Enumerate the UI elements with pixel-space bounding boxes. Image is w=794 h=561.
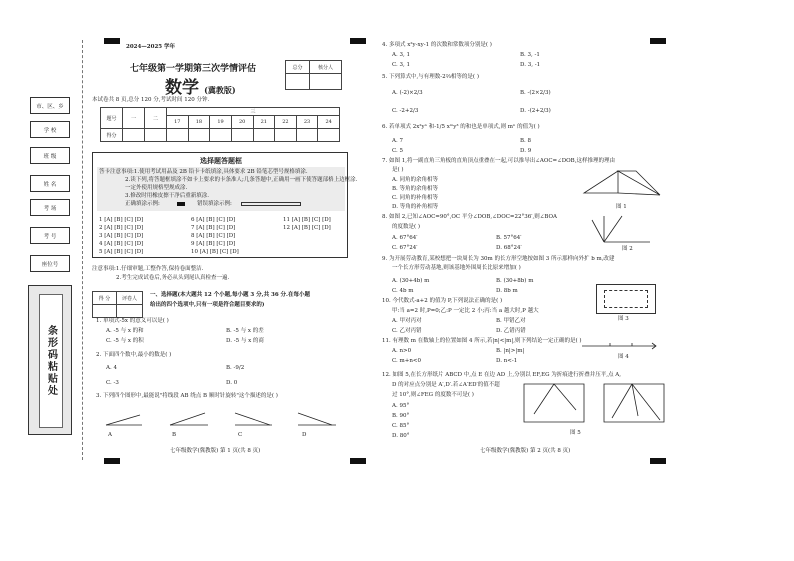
section-instructions: 给出的四个选项中,只有一项是符合题目要求的)	[150, 302, 265, 308]
question-stem: 2. 下面四个数中,最小的数是( )	[96, 352, 172, 358]
score-cell	[253, 129, 275, 142]
checker-label: 核分人	[310, 61, 342, 74]
option[interactable]: B. -(2×2/3)	[520, 90, 551, 96]
checker-cell	[310, 74, 342, 90]
figure-label[interactable]: B	[172, 432, 177, 438]
option[interactable]: C. 5	[392, 148, 404, 154]
question-stem: 7. 如图 1,将一副直角三角板的直角顶点重叠在一起,可以推导出∠AOC=∠DOB,这样推理的理由	[382, 158, 615, 164]
ray-ob	[592, 220, 604, 242]
answer-row[interactable]: 2 [A] [B] [C] [D]	[99, 225, 144, 231]
qnum: 17	[167, 116, 189, 129]
fold-ef	[534, 384, 554, 414]
answer-note: 一定外使用规格型规成涂.	[125, 185, 188, 191]
option[interactable]: B. (30+8b) m	[496, 278, 534, 284]
option[interactable]: D. 乙错丙错	[496, 328, 526, 334]
question-stem: 6. 若单项式 2x²yⁿ 和-1/5 xᵐy³ 的和也是单项式,则 mⁿ 的值为( )	[382, 124, 540, 130]
option[interactable]: D. 68°24′	[496, 245, 522, 251]
option[interactable]: C. 同角的补角相等	[392, 195, 439, 201]
sidebar-field: 班 级	[30, 147, 70, 164]
qnum: 21	[253, 116, 275, 129]
figure-4-number-line	[580, 340, 660, 352]
question-stem: 9. 为开展劳动教育,某校想把一块周长为 30m 的长方形空地按如图 3 所示那样向外扩 b m,改建	[382, 256, 615, 262]
total-score-box	[285, 60, 342, 90]
total-label: 总分	[286, 61, 310, 74]
option[interactable]: C. 3, 1	[392, 62, 411, 68]
question-stem-cont: 的度数是( )	[392, 224, 421, 230]
option[interactable]: A. 4	[106, 365, 117, 371]
option[interactable]: C. m+n<0	[392, 358, 421, 364]
score-cell	[167, 129, 189, 142]
sidebar-field: 学 校	[30, 121, 70, 138]
figure-label[interactable]: A	[108, 432, 112, 438]
question-stem: 3. 下列四个图形中,最能说"将线段 AB 绕点 B 顺时针旋转"这个描述的是( )	[96, 393, 278, 399]
figure-caption: 图 4	[618, 354, 629, 360]
school-year: 2024—2025 学年	[126, 44, 176, 50]
sidebar-field: 市、区、乡	[30, 97, 70, 114]
fold-ed	[632, 384, 638, 416]
option[interactable]: C. -3	[106, 380, 119, 386]
answer-row[interactable]: 11 [A] [B] [C] [D]	[283, 217, 331, 223]
answer-row[interactable]: 3 [A] [B] [C] [D]	[99, 233, 144, 239]
option[interactable]: C. 85°	[392, 423, 410, 429]
option[interactable]: B. 57°64′	[496, 235, 522, 241]
option[interactable]: D. 80°	[392, 433, 410, 439]
figure-1-triangles	[578, 165, 668, 205]
question-stem: 1. 单项式-5x 的意义可以是( )	[96, 318, 169, 324]
figure-b-line	[170, 413, 205, 425]
section-score-label: 得 分	[93, 292, 117, 305]
score-cell	[296, 129, 318, 142]
registration-mark	[104, 38, 120, 44]
answer-row[interactable]: 12 [A] [B] [C] [D]	[283, 225, 331, 231]
option[interactable]: D. -(2+2/3)	[520, 108, 551, 114]
option[interactable]: D. 9	[520, 148, 532, 154]
edition: (冀教版)	[204, 85, 236, 95]
wrong-fill-example	[241, 202, 301, 206]
figure-label[interactable]: C	[238, 432, 243, 438]
exam-title: 七年级第一学期第三次学情评估	[130, 64, 257, 74]
answer-row[interactable]: 4 [A] [B] [C] [D]	[99, 241, 144, 247]
question-stem: 11. 有理数 m 在数轴上的位置如图 4 所示,若|n|<|m|,则下列结论一定正确的是( )	[382, 338, 582, 344]
option[interactable]: A. (-2)×2/3	[392, 90, 423, 96]
triangle-one	[584, 171, 618, 193]
question-stem-cont: 是( )	[392, 167, 404, 173]
section-score-cell	[93, 305, 117, 318]
binding-line	[82, 40, 83, 460]
answer-card-heading: 选择题答题框	[200, 156, 242, 165]
figure-label[interactable]: D	[302, 432, 307, 438]
qnum: 20	[231, 116, 253, 129]
registration-mark	[650, 38, 666, 44]
triangle-two	[618, 171, 660, 195]
total-cell	[286, 74, 310, 90]
sidebar-field: 考 号	[30, 227, 70, 244]
figure-c-line	[235, 413, 270, 425]
notice-line: 注意事项:1.仔细审题,工整作答,保持卷面整洁.	[92, 266, 204, 272]
score-cell	[275, 129, 297, 142]
option[interactable]: D. n<-1	[496, 358, 518, 364]
part-one: 一	[123, 108, 145, 129]
option[interactable]: B. |n|>|m|	[496, 348, 525, 354]
fold-eg2	[632, 384, 660, 420]
figure-caption: 图 3	[618, 316, 629, 322]
answer-note: 答卡注意事项:1.使用考试用品及 2B 铅卡卡纸填涂,具体要求 2B 铅笔芯型号规格填涂.	[99, 169, 308, 175]
figure-3-inner-rect	[604, 290, 648, 308]
figure-caption: 图 5	[570, 430, 581, 436]
option[interactable]: D. 3, -1	[520, 62, 541, 68]
registration-mark	[350, 458, 366, 464]
option[interactable]: B. 8	[520, 138, 532, 144]
rectangle-left	[524, 384, 584, 422]
figure-caption: 图 1	[616, 204, 627, 210]
ray-od	[604, 216, 622, 242]
option[interactable]: B. -9/2	[226, 365, 245, 371]
page-footer: 七年级数学(冀教版) 第 2 页(共 8 页)	[480, 448, 571, 454]
question-stem: 4. 多项式 x²y-xy-1 的次数和常数项分别是( )	[382, 42, 492, 48]
qnum: 18	[188, 116, 210, 129]
sidebar-field: 姓 名	[30, 175, 70, 192]
score-label: 得分	[101, 129, 123, 142]
option[interactable]: A. (30+4b) m	[392, 278, 430, 284]
figure-2-angles	[590, 212, 660, 248]
option[interactable]: A. 95°	[392, 403, 410, 409]
score-cell	[231, 129, 253, 142]
option[interactable]: B. 甲错乙对	[496, 318, 526, 324]
fold-eg	[554, 384, 576, 410]
option[interactable]: A. 67°64′	[392, 235, 418, 241]
score-cell	[145, 129, 167, 142]
sidebar-field: 考 场	[30, 199, 70, 216]
option[interactable]: C. -2+2/3	[392, 108, 419, 114]
answer-row[interactable]: 5 [A] [B] [C] [D]	[99, 249, 144, 255]
question-stem: 12. 如图 5,在长方形纸片 ABCD 中,点 E 在边 AD 上,分别以 EF,EG 为折痕进行折叠并压平,点 A,	[382, 372, 621, 378]
option[interactable]: C. 乙对丙错	[392, 328, 422, 334]
question-stem-cont: D 的对应点分别是 A′,D′.若∠A′ED′的值不超	[392, 382, 500, 388]
figure-d-line	[298, 413, 332, 425]
registration-mark	[350, 38, 366, 44]
section-grader-label: 评卷人	[117, 292, 143, 305]
option[interactable]: B. -5 与 x 的差	[226, 328, 264, 334]
qnum: 19	[210, 116, 232, 129]
question-stem-cont: 过 10°,则∠FEG 的度数不可是( )	[392, 392, 474, 398]
part-three: 三	[167, 108, 340, 116]
score-cell	[123, 129, 145, 142]
subject-title	[165, 73, 236, 98]
figure-a-line	[106, 415, 140, 425]
rotation-figures	[100, 405, 350, 435]
option[interactable]: D. 0	[226, 380, 238, 386]
option[interactable]: D. -5 与 x 的商	[226, 338, 264, 344]
option[interactable]: D. 等角的补角相等	[392, 204, 439, 210]
option[interactable]: A. 甲对丙对	[392, 318, 422, 324]
option[interactable]: D. 8b m	[496, 288, 518, 294]
section-grader-cell	[117, 305, 143, 318]
qnum: 24	[318, 116, 340, 129]
option[interactable]: B. 3, -1	[520, 52, 540, 58]
question-stem: 8. 如图 2,已知∠AOC=90°,OC 平分∠DOB,∠DOC=22°36′,则∠BOA	[382, 214, 557, 220]
answer-card	[92, 152, 358, 258]
subject-name: 数学	[165, 78, 199, 98]
option[interactable]: A. 同角的余角相等	[392, 177, 438, 183]
answer-row[interactable]: 8 [A] [B] [C] [D]	[191, 233, 236, 239]
score-cell	[318, 129, 340, 142]
answer-note: 错误填涂示例:	[197, 201, 232, 207]
correct-fill-example	[177, 202, 185, 206]
question-stem-cont: 甲:当 a=2 时,P=0;乙:P 一定比 2 小;丙:当 a 越大时,P 越大	[392, 308, 539, 314]
notice-line: 2.考生完成试卷后,务必从头到尾认真检查一遍.	[116, 275, 230, 281]
answer-row[interactable]: 1 [A] [B] [C] [D]	[99, 217, 144, 223]
exam-intro: 本试卷共 8 页,总分 120 分,考试时间 120 分钟.	[92, 97, 210, 103]
question-stem-cont: 一个长方形劳动基地,则该基地外围周长比原来增加( )	[392, 265, 521, 271]
figure-5-folding	[520, 380, 670, 430]
option[interactable]: A. 7	[392, 138, 403, 144]
score-cell	[210, 129, 232, 142]
page-footer: 七年级数学(冀教版) 第 1 页(共 8 页)	[170, 448, 261, 454]
barcode-label: 条形码粘贴处	[45, 325, 57, 397]
barcode-area	[28, 285, 72, 435]
qnum: 22	[275, 116, 297, 129]
section-score-table	[92, 291, 143, 318]
option[interactable]: B. 90°	[392, 413, 410, 419]
qnum-label: 题号	[101, 108, 123, 129]
question-stem: 10. 今代数式-a+2 的值为 P,下列说法正确的是( )	[382, 298, 503, 304]
part-two: 二	[145, 108, 167, 129]
answer-row[interactable]: 6 [A] [B] [C] [D]	[191, 217, 236, 223]
section-instructions: 一、选择题(本大题共 12 个小题,每小题 3 分,共 36 分.在每小题	[150, 292, 310, 298]
sidebar-field: 座位号	[30, 255, 70, 272]
option[interactable]: C. -5 与 x 的积	[106, 338, 144, 344]
option[interactable]: A. -5 与 x 的和	[106, 328, 144, 334]
answer-note: 2.读下列,将答题框填涂不如卡上要求的卡条准人;几条答题中,正确用一画下使答题部格上边框涂.	[125, 177, 358, 183]
option[interactable]: B. 等角的余角相等	[392, 186, 439, 192]
base-line	[618, 193, 660, 195]
answer-row[interactable]: 7 [A] [B] [C] [D]	[191, 225, 236, 231]
figure-caption: 图 2	[622, 246, 633, 252]
option[interactable]: C. 4b m	[392, 288, 414, 294]
option[interactable]: A. 3, 1	[392, 52, 410, 58]
answer-note: 正确填涂示例:	[125, 201, 160, 207]
answer-note: 3.修改时用橡皮擦干净后重新填涂.	[125, 193, 209, 199]
qnum: 23	[296, 116, 318, 129]
answer-row[interactable]: 10 [A] [B] [C] [D]	[191, 249, 239, 255]
answer-row[interactable]: 9 [A] [B] [C] [D]	[191, 241, 236, 247]
option[interactable]: A. n>0	[392, 348, 412, 354]
score-table	[100, 107, 340, 142]
question-stem: 5. 下列算式中,与有理数-2⅔相等的是( )	[382, 74, 479, 80]
registration-mark	[650, 458, 666, 464]
answer-grid	[99, 217, 345, 256]
left-sidebar	[28, 95, 74, 445]
score-cell	[188, 129, 210, 142]
option[interactable]: C. 67°24′	[392, 245, 418, 251]
fold-ef2	[612, 384, 632, 418]
registration-mark	[104, 458, 120, 464]
